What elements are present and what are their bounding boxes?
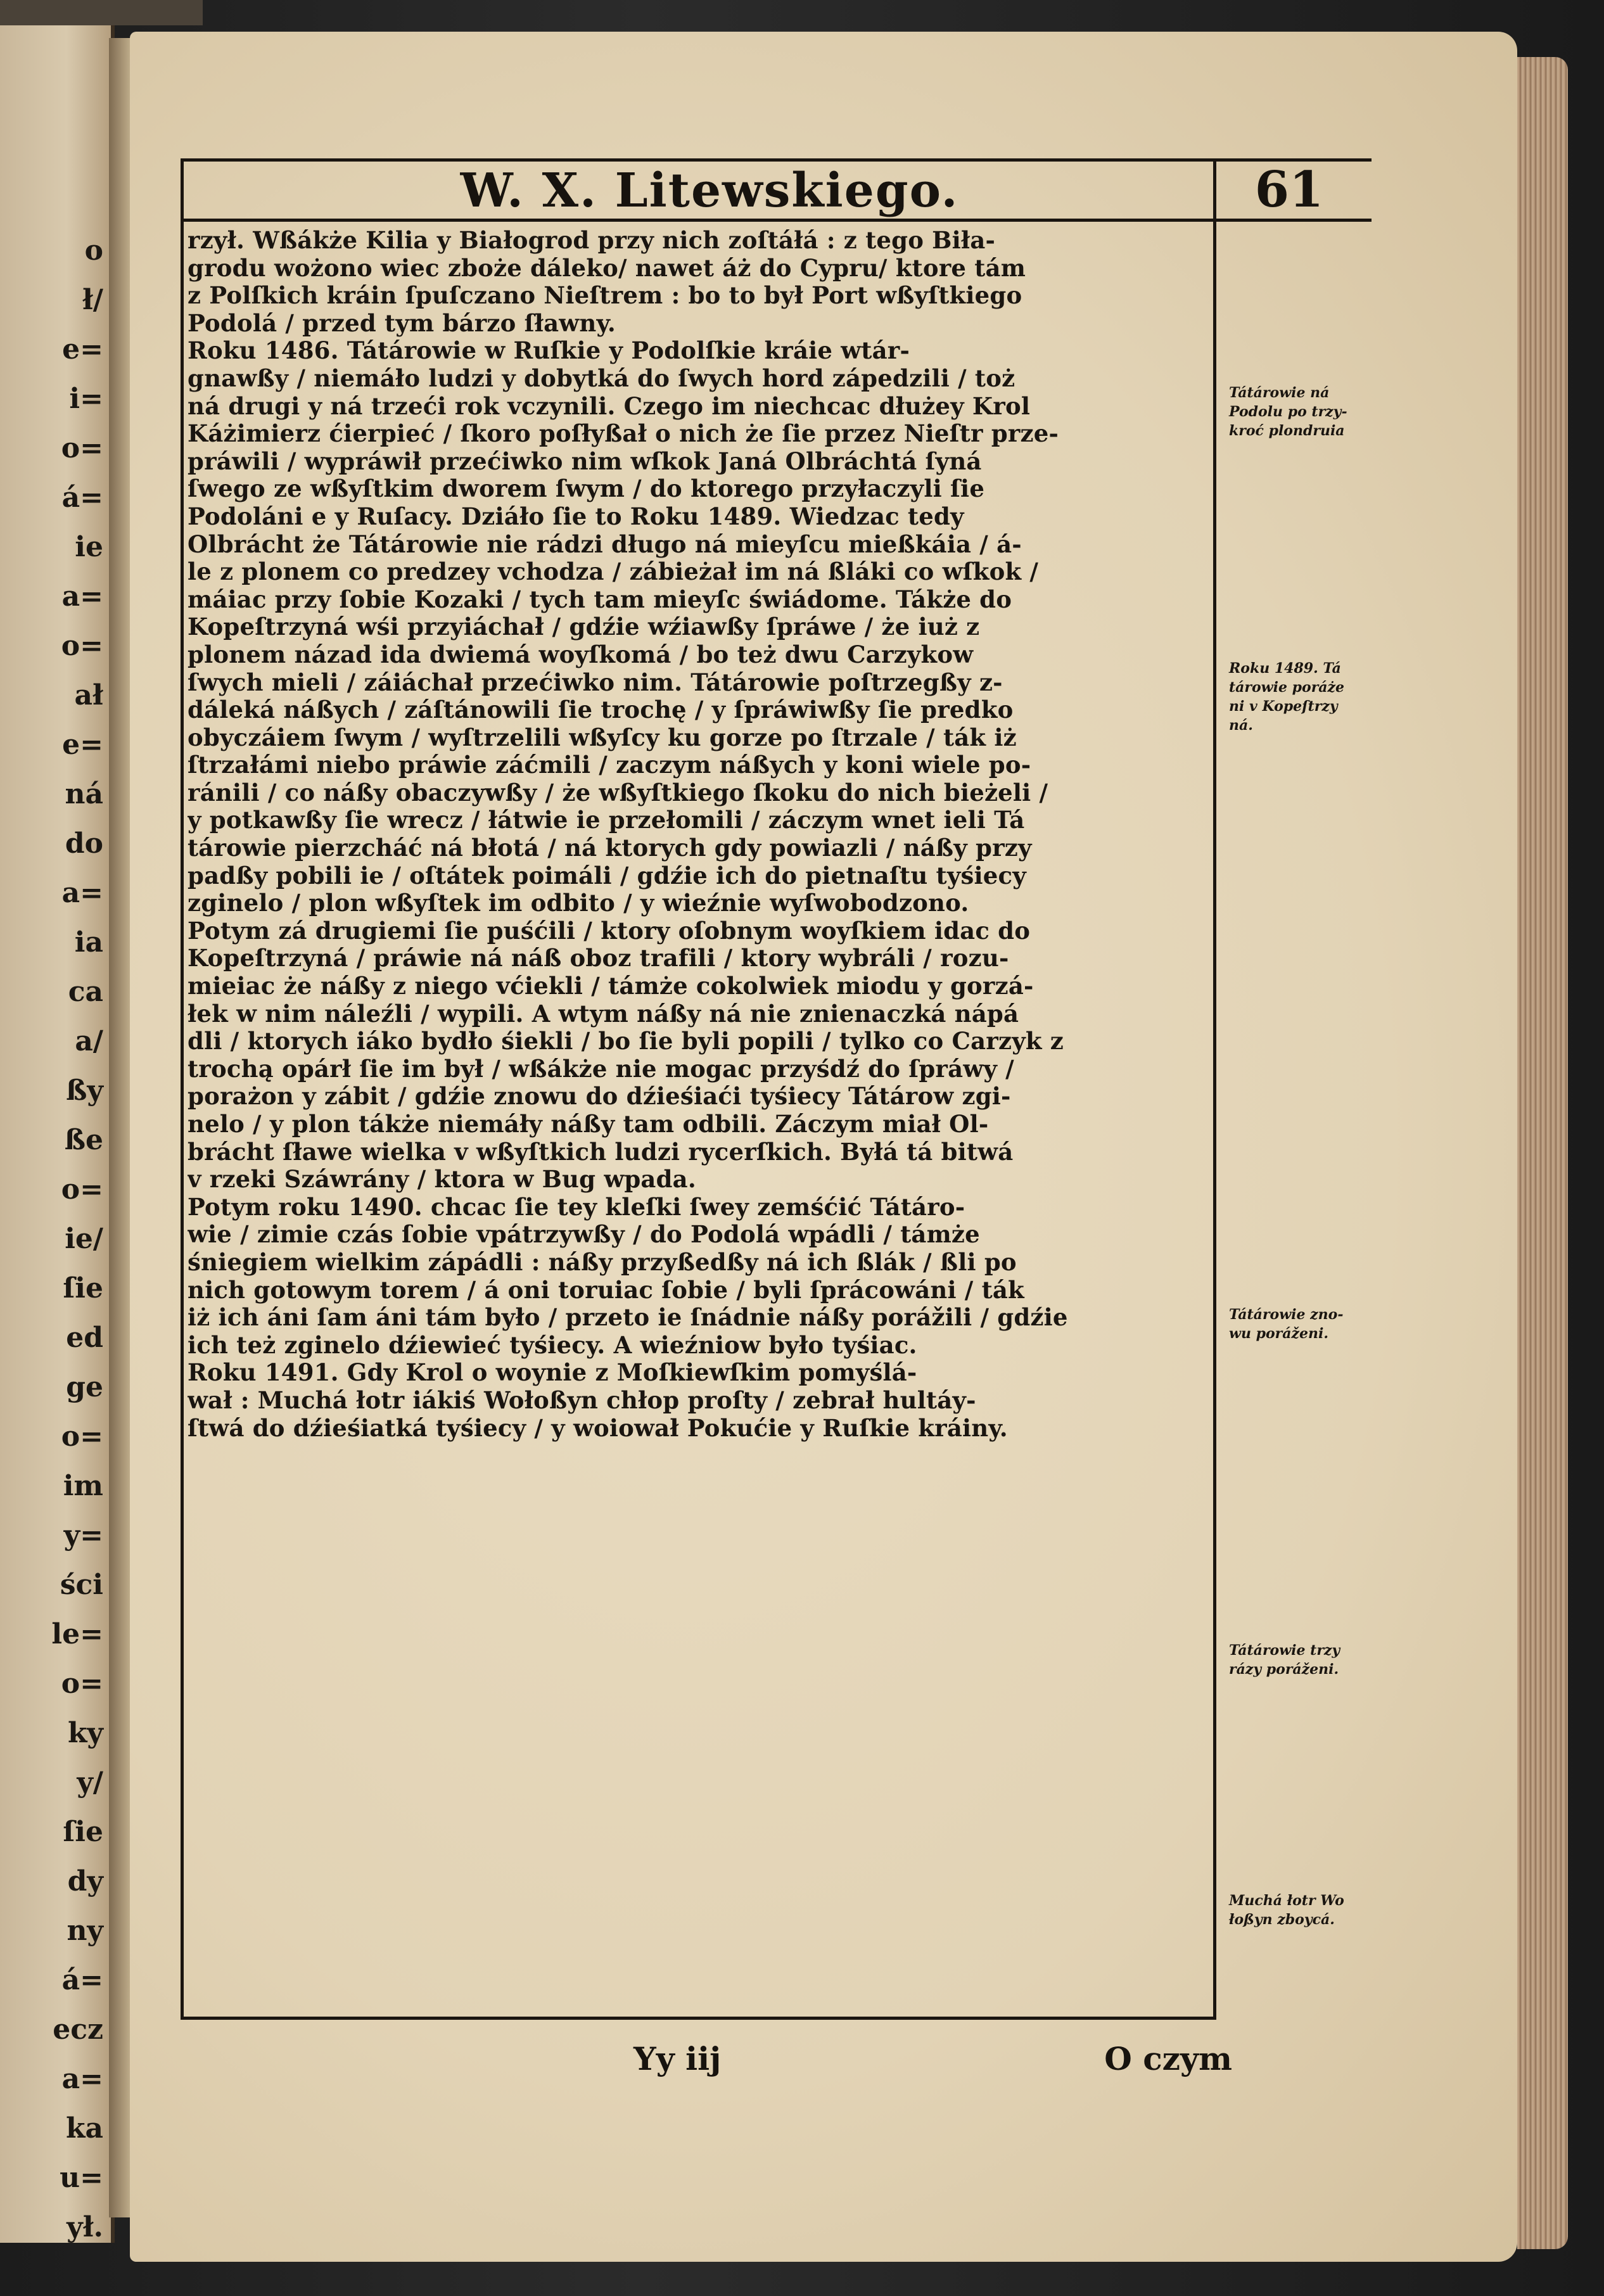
marginal-note-line: łoßyn zboycá.	[1229, 1911, 1335, 1928]
marginal-note-line: Tátárowie trzy	[1229, 1642, 1340, 1659]
text-line: trochą opárł ſie im był / wßákże nie mogac przyśdź do ſpráwy /	[188, 1055, 1014, 1083]
marginal-note-3	[1229, 1305, 1400, 1343]
marginal-note-line: tárowie poráże	[1229, 679, 1345, 696]
left-page-fragment: do	[65, 827, 103, 860]
text-line: łek w nim náleźli / wypili. A wtym náßy ná nie znienaczká nápá	[188, 1000, 1019, 1028]
left-page-fragment: o=	[61, 432, 103, 464]
text-line: Potym roku 1490. chcac ſie tey kleſki ſwey zemśćić Tátáro-	[188, 1193, 965, 1221]
left-page-fragment: a=	[61, 2063, 103, 2095]
left-page-fragment: ná	[65, 778, 103, 810]
left-page-fragment: ał	[74, 679, 103, 711]
text-line: grodu wożono wiec zboże dáleko/ nawet áż do Cypru/ ktore tám	[188, 254, 1026, 282]
text-line: zginelo / plon wßyſtek im odbito / y wieźnie wyſwobodzono.	[188, 890, 969, 917]
text-line: Olbrácht że Tátárowie nie rádzi długo ná mieyſcu mießkáia / á-	[188, 530, 1022, 558]
marginal-note-line: rázy poráženi.	[1229, 1661, 1339, 1678]
text-line: Káżimierz ćierpieć / ſkoro poſłyßał o nich że ſie przez Nieſtr prze-	[188, 420, 1059, 448]
left-page-fragment: le=	[51, 1618, 103, 1650]
left-page-fragment: o=	[61, 630, 103, 662]
marginal-note-line: Tátárowie ná	[1229, 385, 1330, 401]
left-page-fragment: ße	[64, 1124, 103, 1156]
text-line: z Polſkich kráin ſpuſczano Nieſtrem : bo to był Port wßyſtkiego	[188, 282, 1022, 310]
left-page-fragment: ka	[66, 2112, 103, 2145]
left-page-fragment: y=	[63, 1519, 103, 1552]
marginal-note-line: Podolu po trzy-	[1229, 404, 1347, 420]
left-page-fragment: ſie	[63, 1816, 103, 1848]
frame-rule-left	[181, 158, 184, 2018]
body-text-block	[188, 227, 1209, 1442]
text-line: Podoláni e y Ruſacy. Dziáło ſie to Roku 1489. Wiedzac tedy	[188, 502, 964, 530]
marginal-note-line: ni v Kopeſtrzy	[1229, 698, 1338, 715]
frame-rule-top	[181, 158, 1372, 162]
marginal-note-line: wu poráženi.	[1229, 1325, 1328, 1342]
left-page-fragment: ł/	[82, 284, 103, 316]
marginal-note-line: Muchá łotr Wo	[1229, 1892, 1344, 1909]
text-line: porażon y zábit / gdźie znowu do dźieśiaći tyśiecy Tátárow zgi-	[188, 1083, 1011, 1111]
text-line: nich gotowym torem / á oni toruiac ſobie / byli ſprácowáni / ták	[188, 1276, 1024, 1304]
text-line: ſtwá do dźieśiatká tyśiecy / y woiował Pokućie y Ruſkie kráiny.	[188, 1414, 1008, 1442]
left-page-fragment: ed	[66, 1322, 103, 1354]
left-page-edge	[0, 25, 115, 2243]
text-line: ſtrzałámi niebo práwie záćmili / zaczym náßych y koni wiele po-	[188, 751, 1031, 779]
text-line: rzył. Wßákże Kilia y Białogrod przy nich zoſtáłá : z tego Biła-	[188, 227, 996, 254]
marginal-note-4	[1229, 1641, 1400, 1679]
signature-mark: Yy iij	[633, 2040, 722, 2077]
text-line: le z plonem co predzey vchodza / zábieżał im ná ßláki co wſkok /	[188, 558, 1039, 586]
text-line: mieiac że náßy z niego vćiekli / támże cokolwiek miodu y gorzá-	[188, 973, 1034, 1000]
text-line: gnawßy / niemáło ludzi y dobytká do ſwych hord zápedzili / toż	[188, 364, 1015, 392]
marginal-note-5	[1229, 1891, 1400, 1929]
left-page-fragment: ßy	[66, 1075, 103, 1107]
left-page-fragment: a=	[61, 580, 103, 613]
text-line: Roku 1491. Gdy Krol o woynie z Moſkiewſkim pomyślá-	[188, 1359, 917, 1387]
left-page-fragment: ecz	[53, 2013, 103, 2046]
text-line: ſwego ze wßyſtkim dworem ſwym / do ktorego przyłaczyli ſie	[188, 475, 985, 503]
text-line: śniegiem wielkim zápádli : náßy przyßedßy ná ich ßlák / ßli po	[188, 1248, 1017, 1276]
text-line: nelo / y plon tákże niemáły náßy tam odbili. Záczym miał Ol-	[188, 1111, 989, 1138]
frame-rule-margin	[1213, 158, 1216, 2018]
text-line: ránili / co náßy obaczywßy / że wßyſtkiego ſkoku do nich bieżeli /	[188, 779, 1048, 807]
left-page-fragment: ie	[75, 531, 103, 563]
text-line: iż ich áni ſam áni tám było / przeto ie ſnádnie náßy porážili / gdźie	[188, 1304, 1068, 1332]
text-line: brácht ſławe wielka v wßyſtkich ludzi rycerſkich. Byłá tá bitwá	[188, 1138, 1014, 1166]
left-page-fragment: u=	[60, 2162, 103, 2194]
marginal-note-line: kroć plondruia	[1229, 423, 1345, 439]
marginal-note-1	[1229, 383, 1400, 440]
left-page-fragment: e=	[62, 333, 103, 366]
text-line: Podolá / przed tym bárzo ſławny.	[188, 309, 616, 337]
left-page-fragment: ia	[74, 926, 103, 959]
text-line: práwili / wypráwił przećiwko nim wſkok Janá Olbráchtá ſyná	[188, 447, 982, 475]
text-line: máiac przy ſobie Kozaki / tych tam mieyſc świádome. Tákże do	[188, 585, 1012, 613]
left-page-fragment: y/	[77, 1766, 103, 1799]
left-page-fragment: i=	[69, 383, 103, 415]
left-page-fragment: dy	[67, 1865, 103, 1897]
left-page-fragment: a/	[75, 1025, 103, 1057]
left-page-fragment: ca	[68, 976, 103, 1008]
text-line: plonem názad ida dwiemá woyſkomá / bo też dwu Carzykow	[188, 641, 974, 668]
text-line: dli / ktorych iáko bydło śiekli / bo ſie byli popili / tylko co Carzyk z	[188, 1028, 1064, 1056]
text-line: dáleká náßych / záſtánowili ſie trochę / y ſpráwiwßy ſie predko	[188, 696, 1014, 724]
left-page-fragment: a=	[61, 877, 103, 909]
left-page-fragment: á=	[61, 482, 103, 514]
left-page-fragment: á=	[61, 1964, 103, 1996]
text-line: ſwych mieli / záiáchał przećiwko nim. Tátárowie poſtrzegßy z-	[188, 668, 1003, 696]
running-head: W. X. Litewskiego.	[460, 163, 959, 218]
left-page-fragment: e=	[62, 729, 103, 761]
left-page-fragment: ge	[66, 1371, 103, 1403]
text-line: wał : Muchá łotr iákiś Wołoßyn chłop proſty / zebrał hultáy-	[188, 1386, 976, 1414]
marginal-note-2	[1229, 659, 1400, 735]
left-page-fragment: ie/	[65, 1223, 103, 1255]
page-fore-edge	[1517, 57, 1568, 2249]
text-line: ich też zginelo dźiewieć tyśiecy. A wieźniow było tyśiac.	[188, 1331, 917, 1359]
text-line: tárowie pierzcháć ná błotá / ná ktorych gdy powiazli / náßy przy	[188, 834, 1032, 862]
book-clasp	[0, 0, 203, 25]
left-page-fragment: im	[63, 1470, 103, 1502]
text-line: padßy pobili ie / oſtátek poimáli / gdźie ich do pietnaſtu tyśiecy	[188, 862, 1026, 890]
left-page-fragment: ky	[67, 1717, 103, 1749]
left-page-fragment: o	[84, 234, 103, 267]
marginal-note-line: Roku 1489. Tá	[1229, 660, 1341, 677]
text-line: Potym zá drugiemi ſie puśćili / ktory oſobnym woyſkiem idac do	[188, 917, 1031, 945]
left-page-fragment: ſie	[63, 1272, 103, 1304]
text-line: Roku 1486. Tátárowie w Ruſkie y Podolſkie kráie wtár-	[188, 337, 910, 365]
left-page-fragment: o=	[61, 1420, 103, 1453]
folio-number: 61	[1254, 161, 1324, 219]
catchword: O czym	[1104, 2040, 1232, 2077]
left-page-fragment: o=	[61, 1668, 103, 1700]
text-line: ná drugi y ná trzeći rok vczynili. Czego im niechcac dłużey Krol	[188, 392, 1031, 420]
text-line: Kopeſtrzyná wśi przyiáchał / gdźie wźiawßy ſpráwe / że iuż z	[188, 613, 980, 641]
text-line: Kopeſtrzyná / práwie ná náß oboz trafili / ktory wybráli / rozu-	[188, 945, 1009, 973]
text-line: wie / zimie czás ſobie vpátrzywßy / do Podolá wpádli / támże	[188, 1221, 980, 1249]
text-line: y potkawßy ſie wrecz / łátwie ie przełomili / záczym wnet ieli Tá	[188, 807, 1025, 834]
text-line: v rzeki Száwrány / ktora w Bug wpada.	[188, 1166, 696, 1194]
left-page-fragment: ny	[67, 1915, 103, 1947]
marginal-note-line: Tátárowie zno-	[1229, 1306, 1344, 1323]
frame-rule-bottom	[181, 2017, 1216, 2020]
text-line: obyczáiem ſwym / wyſtrzelili wßyſcy ku gorze po ſtrzale / ták iż	[188, 724, 1017, 751]
marginal-note-line: ná.	[1229, 717, 1253, 734]
left-page-fragment: ył.	[67, 2211, 103, 2243]
left-page-fragment: o=	[61, 1173, 103, 1206]
left-page-fragment: ści	[60, 1569, 103, 1601]
